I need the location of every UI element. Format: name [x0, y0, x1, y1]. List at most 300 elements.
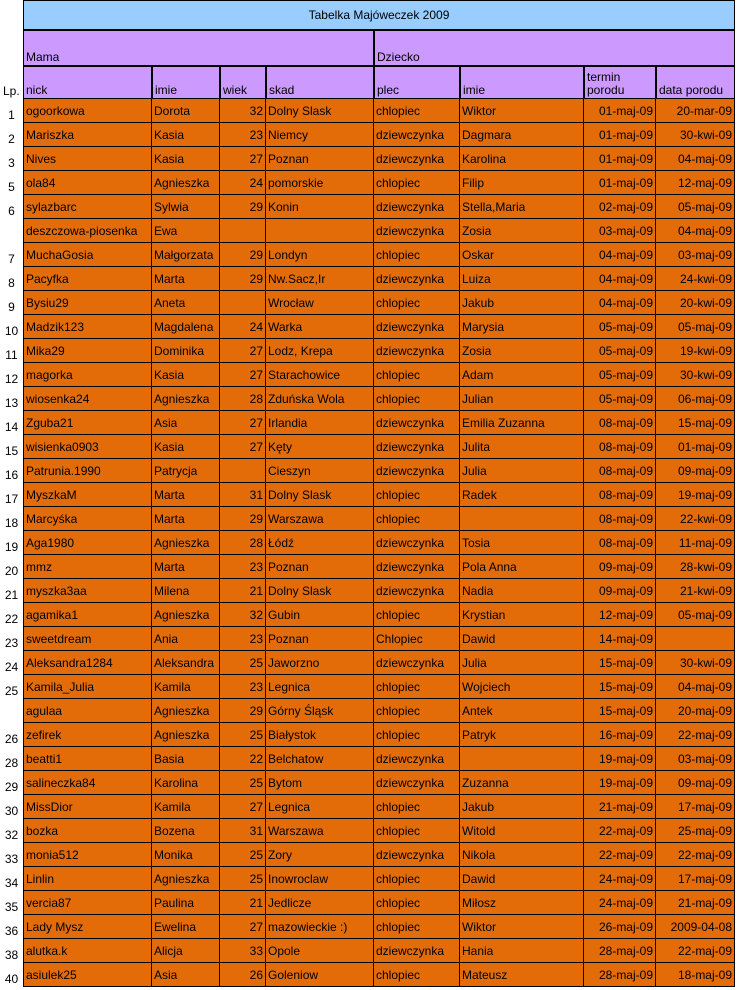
cell-plec[interactable]: chlopiec — [374, 819, 460, 843]
cell-imie[interactable]: Ewa — [152, 219, 220, 243]
cell-wiek[interactable]: 27 — [220, 147, 266, 171]
row-number[interactable]: 1 — [0, 99, 23, 123]
row-number[interactable]: 12 — [0, 363, 23, 387]
cell-nick[interactable]: agamika1 — [23, 603, 152, 627]
row-number[interactable] — [0, 699, 23, 723]
cell-termin-porodu[interactable]: 26-maj-09 — [584, 915, 656, 939]
cell-imie[interactable]: Asia — [152, 963, 220, 987]
row-number[interactable]: 33 — [0, 843, 23, 867]
cell-termin-porodu[interactable]: 22-maj-09 — [584, 819, 656, 843]
cell-imie[interactable]: Marta — [152, 507, 220, 531]
cell-imie-dziecka[interactable]: Zosia — [460, 339, 584, 363]
cell-nick[interactable]: deszczowa-piosenka — [23, 219, 152, 243]
cell-nick[interactable]: Nives — [23, 147, 152, 171]
cell-skad[interactable]: Goleniow — [266, 963, 374, 987]
cell-plec[interactable]: chlopiec — [374, 699, 460, 723]
row-number[interactable]: 13 — [0, 387, 23, 411]
cell-data-porodu[interactable]: 20-kwi-09 — [656, 291, 735, 315]
cell-data-porodu[interactable]: 19-maj-09 — [656, 483, 735, 507]
row-number[interactable]: 21 — [0, 579, 23, 603]
cell-wiek[interactable]: 24 — [220, 171, 266, 195]
cell-plec[interactable]: dziewczynka — [374, 123, 460, 147]
cell-imie-dziecka[interactable]: Krystian — [460, 603, 584, 627]
cell-imie-dziecka[interactable]: Zosia — [460, 219, 584, 243]
cell-skad[interactable]: Jedlicze — [266, 891, 374, 915]
cell-nick[interactable]: zefirek — [23, 723, 152, 747]
cell-data-porodu[interactable]: 15-maj-09 — [656, 411, 735, 435]
cell-data-porodu[interactable]: 09-maj-09 — [656, 459, 735, 483]
row-number[interactable]: 7 — [0, 243, 23, 267]
cell-nick[interactable]: monia512 — [23, 843, 152, 867]
cell-plec[interactable]: dziewczynka — [374, 195, 460, 219]
column-header-nick[interactable]: nick — [23, 66, 152, 99]
row-number[interactable]: 36 — [0, 915, 23, 939]
row-number[interactable]: 3 — [0, 147, 23, 171]
cell-wiek[interactable]: 27 — [220, 339, 266, 363]
cell-termin-porodu[interactable]: 19-maj-09 — [584, 747, 656, 771]
cell-plec[interactable]: dziewczynka — [374, 747, 460, 771]
cell-termin-porodu[interactable]: 08-maj-09 — [584, 459, 656, 483]
cell-data-porodu[interactable]: 05-maj-09 — [656, 603, 735, 627]
cell-nick[interactable]: Mariszka — [23, 123, 152, 147]
cell-imie[interactable]: Agnieszka — [152, 867, 220, 891]
cell-imie[interactable]: Marta — [152, 267, 220, 291]
cell-wiek[interactable]: 32 — [220, 99, 266, 123]
cell-skad[interactable]: Cieszyn — [266, 459, 374, 483]
cell-imie[interactable]: Bozena — [152, 819, 220, 843]
column-header-imie-dziecka[interactable]: imie — [460, 66, 584, 99]
cell-skad[interactable]: Zory — [266, 843, 374, 867]
cell-plec[interactable]: dziewczynka — [374, 339, 460, 363]
cell-skad[interactable]: Wrocław — [266, 291, 374, 315]
cell-imie-dziecka[interactable]: Mateusz — [460, 963, 584, 987]
cell-termin-porodu[interactable]: 03-maj-09 — [584, 219, 656, 243]
cell-skad[interactable]: Dolny Slask — [266, 483, 374, 507]
cell-imie-dziecka[interactable]: Antek — [460, 699, 584, 723]
row-number[interactable]: 40 — [0, 963, 23, 987]
cell-termin-porodu[interactable]: 08-maj-09 — [584, 531, 656, 555]
cell-skad[interactable]: Legnica — [266, 795, 374, 819]
cell-data-porodu[interactable]: 03-maj-09 — [656, 747, 735, 771]
cell-imie[interactable]: Marta — [152, 483, 220, 507]
column-header-wiek[interactable]: wiek — [220, 66, 266, 99]
cell-wiek[interactable]: 29 — [220, 699, 266, 723]
cell-data-porodu[interactable]: 09-maj-09 — [656, 771, 735, 795]
cell-imie[interactable]: Karolina — [152, 771, 220, 795]
cell-wiek[interactable]: 27 — [220, 411, 266, 435]
row-number[interactable]: 22 — [0, 603, 23, 627]
cell-termin-porodu[interactable]: 05-maj-09 — [584, 339, 656, 363]
cell-imie-dziecka[interactable]: Radek — [460, 483, 584, 507]
cell-plec[interactable]: chlopiec — [374, 867, 460, 891]
row-number[interactable]: 35 — [0, 891, 23, 915]
cell-data-porodu[interactable]: 30-kwi-09 — [656, 123, 735, 147]
cell-data-porodu[interactable]: 12-maj-09 — [656, 171, 735, 195]
cell-data-porodu[interactable] — [656, 627, 735, 651]
cell-imie-dziecka[interactable]: Miłosz — [460, 891, 584, 915]
cell-plec[interactable]: Chlopiec — [374, 627, 460, 651]
cell-skad[interactable]: Jaworzno — [266, 651, 374, 675]
group-header-mama[interactable]: Mama — [23, 30, 374, 66]
cell-wiek[interactable]: 27 — [220, 363, 266, 387]
cell-imie-dziecka[interactable]: Emilia Zuzanna — [460, 411, 584, 435]
cell-imie-dziecka[interactable]: Filip — [460, 171, 584, 195]
cell-data-porodu[interactable]: 28-kwi-09 — [656, 555, 735, 579]
cell-imie[interactable]: Sylwia — [152, 195, 220, 219]
cell-imie-dziecka[interactable]: Tosia — [460, 531, 584, 555]
cell-termin-porodu[interactable]: 05-maj-09 — [584, 315, 656, 339]
cell-data-porodu[interactable]: 21-maj-09 — [656, 891, 735, 915]
cell-skad[interactable]: Opole — [266, 939, 374, 963]
row-number[interactable]: 6 — [0, 195, 23, 219]
cell-nick[interactable]: wisienka0903 — [23, 435, 152, 459]
cell-data-porodu[interactable]: 2009-04-08 — [656, 915, 735, 939]
cell-termin-porodu[interactable]: 04-maj-09 — [584, 267, 656, 291]
row-number[interactable] — [0, 219, 23, 243]
row-number[interactable]: 25 — [0, 675, 23, 699]
cell-plec[interactable]: chlopiec — [374, 507, 460, 531]
cell-imie-dziecka[interactable]: Julia — [460, 459, 584, 483]
cell-wiek[interactable]: 29 — [220, 507, 266, 531]
cell-nick[interactable]: alutka.k — [23, 939, 152, 963]
cell-data-porodu[interactable]: 25-maj-09 — [656, 819, 735, 843]
cell-imie-dziecka[interactable]: Wiktor — [460, 915, 584, 939]
cell-imie-dziecka[interactable]: Adam — [460, 363, 584, 387]
cell-imie-dziecka[interactable]: Luiza — [460, 267, 584, 291]
cell-skad[interactable]: Dolny Slask — [266, 99, 374, 123]
row-number[interactable]: 29 — [0, 771, 23, 795]
row-number[interactable]: 26 — [0, 723, 23, 747]
cell-imie[interactable]: Asia — [152, 411, 220, 435]
cell-plec[interactable]: dziewczynka — [374, 531, 460, 555]
cell-termin-porodu[interactable]: 08-maj-09 — [584, 411, 656, 435]
cell-imie[interactable]: Agnieszka — [152, 603, 220, 627]
cell-wiek[interactable]: 28 — [220, 387, 266, 411]
cell-termin-porodu[interactable]: 15-maj-09 — [584, 651, 656, 675]
cell-plec[interactable]: chlopiec — [374, 675, 460, 699]
cell-termin-porodu[interactable]: 24-maj-09 — [584, 867, 656, 891]
cell-termin-porodu[interactable]: 14-maj-09 — [584, 627, 656, 651]
cell-skad[interactable]: Starachowice — [266, 363, 374, 387]
cell-termin-porodu[interactable]: 01-maj-09 — [584, 147, 656, 171]
cell-plec[interactable]: dziewczynka — [374, 651, 460, 675]
cell-imie-dziecka[interactable] — [460, 747, 584, 771]
cell-imie-dziecka[interactable]: Patryk — [460, 723, 584, 747]
cell-nick[interactable]: Linlin — [23, 867, 152, 891]
cell-imie-dziecka[interactable]: Witold — [460, 819, 584, 843]
cell-nick[interactable]: asiulek25 — [23, 963, 152, 987]
cell-imie-dziecka[interactable]: Wiktor — [460, 99, 584, 123]
cell-imie[interactable]: Kasia — [152, 123, 220, 147]
cell-skad[interactable]: Poznan — [266, 555, 374, 579]
cell-plec[interactable]: dziewczynka — [374, 459, 460, 483]
row-number[interactable]: 28 — [0, 747, 23, 771]
cell-plec[interactable]: dziewczynka — [374, 315, 460, 339]
cell-imie-dziecka[interactable] — [460, 507, 584, 531]
column-header-termin-porodu[interactable]: termin porodu — [584, 66, 656, 99]
cell-termin-porodu[interactable]: 12-maj-09 — [584, 603, 656, 627]
cell-wiek[interactable]: 23 — [220, 675, 266, 699]
cell-data-porodu[interactable]: 30-kwi-09 — [656, 651, 735, 675]
cell-skad[interactable]: Białystok — [266, 723, 374, 747]
cell-wiek[interactable]: 31 — [220, 483, 266, 507]
cell-skad[interactable]: Lodz, Krepa — [266, 339, 374, 363]
cell-nick[interactable]: Patrunia.1990 — [23, 459, 152, 483]
cell-skad[interactable]: Dolny Slask — [266, 579, 374, 603]
cell-imie-dziecka[interactable]: Oskar — [460, 243, 584, 267]
cell-imie-dziecka[interactable]: Pola Anna — [460, 555, 584, 579]
cell-skad[interactable]: Warszawa — [266, 819, 374, 843]
cell-imie[interactable]: Paulina — [152, 891, 220, 915]
cell-wiek[interactable]: 27 — [220, 795, 266, 819]
cell-skad[interactable]: Legnica — [266, 675, 374, 699]
row-number[interactable]: 32 — [0, 819, 23, 843]
cell-termin-porodu[interactable]: 28-maj-09 — [584, 963, 656, 987]
row-number[interactable]: 24 — [0, 651, 23, 675]
cell-data-porodu[interactable]: 04-maj-09 — [656, 675, 735, 699]
cell-plec[interactable]: dziewczynka — [374, 219, 460, 243]
cell-plec[interactable]: chlopiec — [374, 171, 460, 195]
cell-data-porodu[interactable]: 11-maj-09 — [656, 531, 735, 555]
cell-wiek[interactable] — [220, 219, 266, 243]
row-number[interactable]: 14 — [0, 411, 23, 435]
cell-imie-dziecka[interactable]: Wojciech — [460, 675, 584, 699]
cell-skad[interactable]: Bytom — [266, 771, 374, 795]
cell-skad[interactable]: Kęty — [266, 435, 374, 459]
cell-imie[interactable]: Monika — [152, 843, 220, 867]
cell-nick[interactable]: Lady Mysz — [23, 915, 152, 939]
cell-skad[interactable]: Irlandia — [266, 411, 374, 435]
cell-termin-porodu[interactable]: 02-maj-09 — [584, 195, 656, 219]
cell-nick[interactable]: Madzik123 — [23, 315, 152, 339]
cell-data-porodu[interactable]: 04-maj-09 — [656, 219, 735, 243]
cell-termin-porodu[interactable]: 15-maj-09 — [584, 675, 656, 699]
cell-data-porodu[interactable]: 17-maj-09 — [656, 867, 735, 891]
cell-wiek[interactable]: 23 — [220, 555, 266, 579]
cell-imie-dziecka[interactable]: Zuzanna — [460, 771, 584, 795]
cell-data-porodu[interactable]: 18-maj-09 — [656, 963, 735, 987]
cell-plec[interactable]: chlopiec — [374, 483, 460, 507]
cell-wiek[interactable]: 22 — [220, 747, 266, 771]
cell-nick[interactable]: bozka — [23, 819, 152, 843]
cell-termin-porodu[interactable]: 01-maj-09 — [584, 123, 656, 147]
cell-plec[interactable]: dziewczynka — [374, 579, 460, 603]
row-number[interactable]: 20 — [0, 555, 23, 579]
cell-data-porodu[interactable]: 01-maj-09 — [656, 435, 735, 459]
cell-imie-dziecka[interactable]: Nadia — [460, 579, 584, 603]
cell-imie[interactable]: Patrycja — [152, 459, 220, 483]
cell-skad[interactable]: Belchatow — [266, 747, 374, 771]
cell-imie[interactable]: Agnieszka — [152, 531, 220, 555]
cell-skad[interactable]: Londyn — [266, 243, 374, 267]
cell-imie[interactable]: Aneta — [152, 291, 220, 315]
row-number[interactable]: 5 — [0, 171, 23, 195]
cell-nick[interactable]: MuchaGosia — [23, 243, 152, 267]
cell-termin-porodu[interactable]: 16-maj-09 — [584, 723, 656, 747]
cell-termin-porodu[interactable]: 28-maj-09 — [584, 939, 656, 963]
cell-imie[interactable]: Kasia — [152, 363, 220, 387]
cell-plec[interactable]: dziewczynka — [374, 843, 460, 867]
row-number[interactable]: 16 — [0, 459, 23, 483]
cell-data-porodu[interactable]: 21-kwi-09 — [656, 579, 735, 603]
cell-imie-dziecka[interactable]: Karolina — [460, 147, 584, 171]
cell-data-porodu[interactable]: 22-maj-09 — [656, 843, 735, 867]
cell-plec[interactable]: dziewczynka — [374, 435, 460, 459]
cell-imie-dziecka[interactable]: Julia — [460, 651, 584, 675]
cell-termin-porodu[interactable]: 08-maj-09 — [584, 435, 656, 459]
cell-skad[interactable]: Inowroclaw — [266, 867, 374, 891]
cell-nick[interactable]: sylazbarc — [23, 195, 152, 219]
row-number[interactable]: 30 — [0, 795, 23, 819]
column-header-skad[interactable]: skad — [266, 66, 374, 99]
cell-data-porodu[interactable]: 04-maj-09 — [656, 147, 735, 171]
cell-data-porodu[interactable]: 22-maj-09 — [656, 939, 735, 963]
row-number[interactable]: 9 — [0, 291, 23, 315]
cell-imie-dziecka[interactable]: Dagmara — [460, 123, 584, 147]
cell-data-porodu[interactable]: 22-maj-09 — [656, 723, 735, 747]
cell-wiek[interactable]: 29 — [220, 195, 266, 219]
cell-termin-porodu[interactable]: 08-maj-09 — [584, 483, 656, 507]
cell-imie-dziecka[interactable]: Jakub — [460, 291, 584, 315]
cell-plec[interactable]: chlopiec — [374, 363, 460, 387]
column-header-data-porodu[interactable]: data porodu — [656, 66, 735, 99]
cell-skad[interactable]: Zduńska Wola — [266, 387, 374, 411]
cell-termin-porodu[interactable]: 04-maj-09 — [584, 243, 656, 267]
cell-nick[interactable]: Marcyśka — [23, 507, 152, 531]
cell-nick[interactable]: ogoorkowa — [23, 99, 152, 123]
cell-wiek[interactable]: 25 — [220, 843, 266, 867]
cell-nick[interactable]: ola84 — [23, 171, 152, 195]
cell-skad[interactable]: mazowieckie :) — [266, 915, 374, 939]
table-title[interactable]: Tabelka Majóweczek 2009 — [23, 0, 735, 30]
cell-plec[interactable]: dziewczynka — [374, 555, 460, 579]
cell-skad[interactable]: Górny Śląsk — [266, 699, 374, 723]
cell-termin-porodu[interactable]: 09-maj-09 — [584, 555, 656, 579]
cell-nick[interactable]: Bysiu29 — [23, 291, 152, 315]
cell-skad[interactable]: Konin — [266, 195, 374, 219]
group-header-dziecko[interactable]: Dziecko — [374, 30, 735, 66]
cell-skad[interactable]: pomorskie — [266, 171, 374, 195]
cell-imie[interactable]: Dorota — [152, 99, 220, 123]
cell-data-porodu[interactable]: 22-kwi-09 — [656, 507, 735, 531]
cell-wiek[interactable]: 23 — [220, 627, 266, 651]
cell-wiek[interactable]: 21 — [220, 579, 266, 603]
cell-data-porodu[interactable]: 17-maj-09 — [656, 795, 735, 819]
cell-skad[interactable]: Niemcy — [266, 123, 374, 147]
column-header-plec[interactable]: plec — [374, 66, 460, 99]
cell-wiek[interactable]: 32 — [220, 603, 266, 627]
cell-wiek[interactable]: 25 — [220, 867, 266, 891]
cell-plec[interactable]: chlopiec — [374, 603, 460, 627]
cell-plec[interactable]: chlopiec — [374, 963, 460, 987]
cell-wiek[interactable]: 25 — [220, 771, 266, 795]
column-header-imie[interactable]: imie — [152, 66, 220, 99]
cell-wiek[interactable]: 29 — [220, 267, 266, 291]
cell-termin-porodu[interactable]: 22-maj-09 — [584, 843, 656, 867]
row-number[interactable]: 18 — [0, 507, 23, 531]
cell-imie[interactable]: Alicja — [152, 939, 220, 963]
cell-wiek[interactable]: 24 — [220, 315, 266, 339]
cell-imie[interactable]: Aleksandra — [152, 651, 220, 675]
cell-imie[interactable]: Magdalena — [152, 315, 220, 339]
cell-nick[interactable]: magorka — [23, 363, 152, 387]
cell-nick[interactable]: MyszkaM — [23, 483, 152, 507]
cell-nick[interactable]: mmz — [23, 555, 152, 579]
cell-data-porodu[interactable]: 30-kwi-09 — [656, 363, 735, 387]
cell-imie[interactable]: Agnieszka — [152, 171, 220, 195]
cell-wiek[interactable]: 33 — [220, 939, 266, 963]
cell-termin-porodu[interactable]: 24-maj-09 — [584, 891, 656, 915]
cell-wiek[interactable]: 28 — [220, 531, 266, 555]
column-header-lp[interactable]: Lp. — [0, 66, 23, 99]
row-number[interactable]: 8 — [0, 267, 23, 291]
cell-plec[interactable]: chlopiec — [374, 291, 460, 315]
cell-termin-porodu[interactable]: 15-maj-09 — [584, 699, 656, 723]
cell-plec[interactable]: chlopiec — [374, 723, 460, 747]
cell-wiek[interactable]: 27 — [220, 435, 266, 459]
cell-plec[interactable]: dziewczynka — [374, 267, 460, 291]
cell-skad[interactable]: Gubin — [266, 603, 374, 627]
cell-imie[interactable]: Agnieszka — [152, 387, 220, 411]
cell-data-porodu[interactable]: 05-maj-09 — [656, 195, 735, 219]
cell-termin-porodu[interactable]: 04-maj-09 — [584, 291, 656, 315]
cell-plec[interactable]: chlopiec — [374, 915, 460, 939]
cell-wiek[interactable]: 26 — [220, 963, 266, 987]
cell-wiek[interactable] — [220, 291, 266, 315]
cell-imie[interactable]: Basia — [152, 747, 220, 771]
cell-wiek[interactable]: 29 — [220, 243, 266, 267]
cell-plec[interactable]: chlopiec — [374, 795, 460, 819]
cell-imie[interactable]: Małgorzata — [152, 243, 220, 267]
cell-imie[interactable]: Agnieszka — [152, 723, 220, 747]
cell-wiek[interactable]: 25 — [220, 651, 266, 675]
cell-skad[interactable]: Łódź — [266, 531, 374, 555]
cell-imie[interactable]: Ania — [152, 627, 220, 651]
cell-plec[interactable]: chlopiec — [374, 387, 460, 411]
cell-imie-dziecka[interactable]: Dawid — [460, 867, 584, 891]
cell-wiek[interactable]: 27 — [220, 915, 266, 939]
cell-nick[interactable]: MissDior — [23, 795, 152, 819]
cell-termin-porodu[interactable]: 01-maj-09 — [584, 171, 656, 195]
cell-imie-dziecka[interactable]: Nikola — [460, 843, 584, 867]
cell-termin-porodu[interactable]: 19-maj-09 — [584, 771, 656, 795]
cell-imie[interactable]: Kasia — [152, 147, 220, 171]
cell-imie[interactable]: Kamila — [152, 795, 220, 819]
row-number[interactable]: 11 — [0, 339, 23, 363]
row-number[interactable]: 23 — [0, 627, 23, 651]
cell-imie[interactable]: Milena — [152, 579, 220, 603]
cell-skad[interactable]: Warka — [266, 315, 374, 339]
cell-imie[interactable]: Agnieszka — [152, 699, 220, 723]
cell-termin-porodu[interactable]: 05-maj-09 — [584, 387, 656, 411]
cell-nick[interactable]: Zguba21 — [23, 411, 152, 435]
cell-plec[interactable]: dziewczynka — [374, 939, 460, 963]
cell-nick[interactable]: vercia87 — [23, 891, 152, 915]
cell-skad[interactable]: Poznan — [266, 627, 374, 651]
cell-imie[interactable]: Kamila — [152, 675, 220, 699]
row-number[interactable]: 19 — [0, 531, 23, 555]
cell-imie-dziecka[interactable]: Julita — [460, 435, 584, 459]
cell-nick[interactable]: Mika29 — [23, 339, 152, 363]
cell-data-porodu[interactable]: 03-maj-09 — [656, 243, 735, 267]
cell-imie[interactable]: Ewelina — [152, 915, 220, 939]
cell-skad[interactable]: Nw.Sacz,Ir — [266, 267, 374, 291]
cell-skad[interactable]: Poznan — [266, 147, 374, 171]
cell-data-porodu[interactable]: 05-maj-09 — [656, 315, 735, 339]
cell-nick[interactable]: wiosenka24 — [23, 387, 152, 411]
row-number[interactable]: 15 — [0, 435, 23, 459]
cell-skad[interactable]: Warszawa — [266, 507, 374, 531]
